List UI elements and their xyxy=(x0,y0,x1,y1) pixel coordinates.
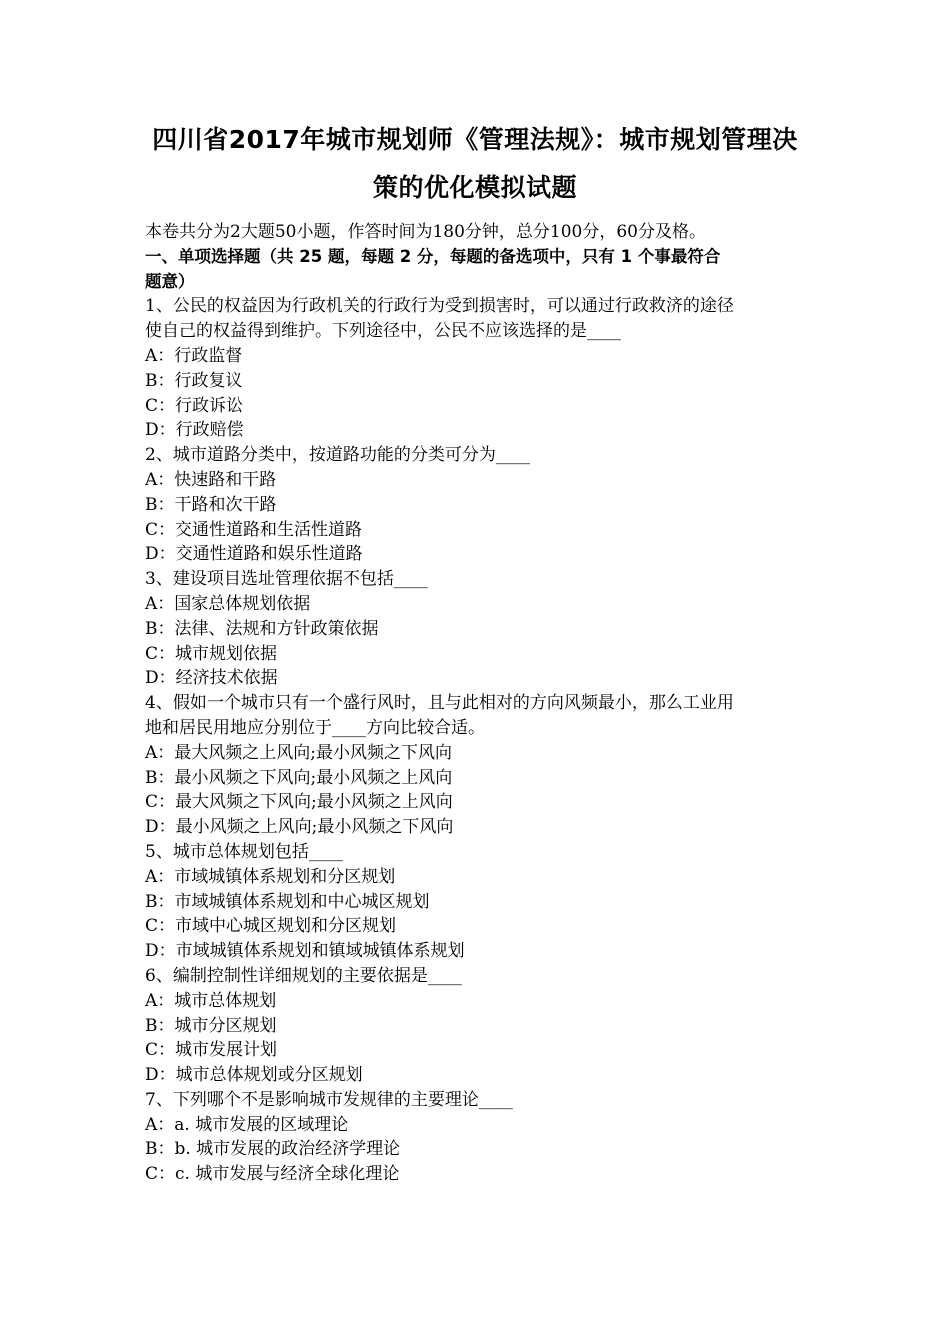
question-stem-line: 6、编制控制性详细规划的主要依据是____ xyxy=(145,965,462,986)
answer-option: B：市域城镇体系规划和中心城区规划 xyxy=(145,891,430,912)
answer-option: A：市域城镇体系规划和分区规划 xyxy=(145,866,396,887)
question-7 xyxy=(145,1088,810,1187)
answer-option: A：快速路和干路 xyxy=(145,469,277,490)
answer-option: D：市域城镇体系规划和镇域城镇体系规划 xyxy=(145,941,465,962)
answer-option: B：法律、法规和方针政策依据 xyxy=(145,618,379,639)
question-stem-line: 5、城市总体规划包括____ xyxy=(145,841,343,862)
answer-option: C：城市规划依据 xyxy=(145,643,278,664)
question-stem-line: 7、下列哪个不是影响城市发规律的主要理论____ xyxy=(145,1089,513,1110)
question-stem-line: 1、公民的权益因为行政机关的行政行为受到损害时，可以通过行政救济的途径 xyxy=(145,296,734,317)
answer-option: B：城市分区规划 xyxy=(145,1015,277,1036)
question-2 xyxy=(145,443,810,567)
answer-option: D：经济技术依据 xyxy=(145,668,278,689)
answer-option: D：交通性道路和娱乐性道路 xyxy=(145,544,363,565)
section-heading-line-1: 一、单项选择题（共 25 题，每题 2 分，每题的备选项中，只有 1 个事最符合 xyxy=(145,246,721,266)
document-body xyxy=(145,220,810,1187)
section-heading-line-2: 题意） xyxy=(145,271,195,291)
answer-option: A：国家总体规划依据 xyxy=(145,593,311,614)
answer-option: B：行政复议 xyxy=(145,370,243,391)
question-6 xyxy=(145,964,810,1088)
question-stem-line: 使自己的权益得到维护。下列途径中，公民不应该选择的是____ xyxy=(145,321,621,342)
answer-option: A：最大风频之上风向;最小风频之下风向 xyxy=(145,742,453,763)
question-3 xyxy=(145,567,810,691)
answer-option: C：行政诉讼 xyxy=(145,395,244,416)
question-stem-line: 3、建设项目选址管理依据不包括____ xyxy=(145,569,428,590)
document-title-line-2: 策的优化模拟试题 xyxy=(372,173,577,202)
answer-option: D：行政赔偿 xyxy=(145,420,244,441)
answer-option: B：b. 城市发展的政治经济学理论 xyxy=(145,1139,401,1160)
answer-option: A：a. 城市发展的区域理论 xyxy=(145,1114,349,1135)
question-stem-line: 地和居民用地应分别位于____方向比较合适。 xyxy=(145,717,485,738)
question-4 xyxy=(145,691,810,840)
question-1 xyxy=(145,294,810,443)
answer-option: C：最大风频之下风向;最小风频之上风向 xyxy=(145,792,453,813)
answer-option: D：城市总体规划或分区规划 xyxy=(145,1065,363,1086)
question-stem-line: 4、假如一个城市只有一个盛行风时，且与此相对的方向风频最小，那么工业用 xyxy=(145,693,734,714)
question-stem-line: 2、城市道路分类中，按道路功能的分类可分为____ xyxy=(145,445,530,466)
question-5 xyxy=(145,840,810,964)
answer-option: B：最小风频之下风向;最小风频之上风向 xyxy=(145,767,453,788)
answer-option: A：行政监督 xyxy=(145,345,243,366)
answer-option: C：城市发展计划 xyxy=(145,1040,278,1061)
answer-option: C：交通性道路和生活性道路 xyxy=(145,519,363,540)
answer-option: A：城市总体规划 xyxy=(145,990,277,1011)
answer-option: C：市域中心城区规划和分区规划 xyxy=(145,916,397,937)
document-title-line-1: 四川省2017年城市规划师《管理法规》：城市规划管理决 xyxy=(152,125,798,154)
exam-intro: 本卷共分为2大题50小题，作答时间为180分钟，总分100分，60分及格。 xyxy=(145,222,706,242)
answer-option: B：干路和次干路 xyxy=(145,494,277,515)
answer-option: D：最小风频之上风向;最小风频之下风向 xyxy=(145,817,454,838)
answer-option: C：c. 城市发展与经济全球化理论 xyxy=(145,1164,400,1185)
